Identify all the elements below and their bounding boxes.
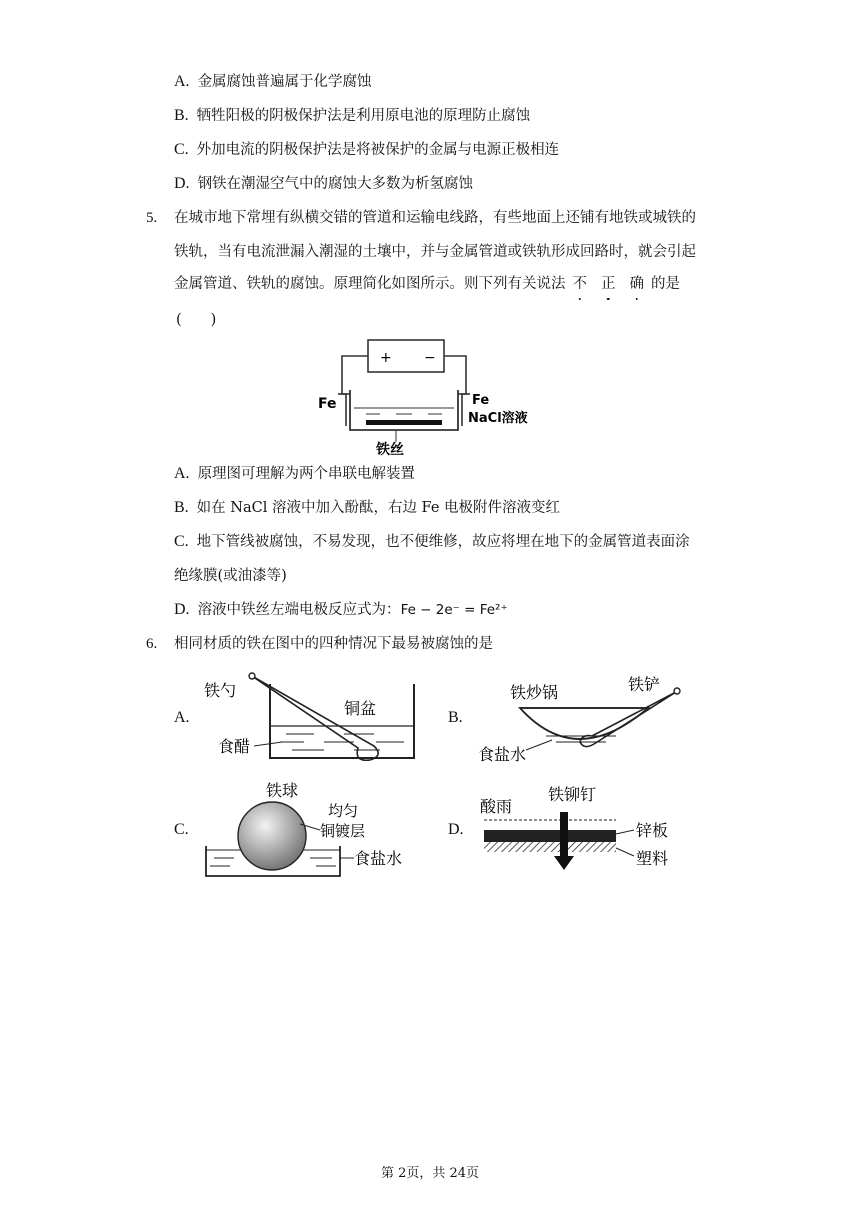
label-iron-spoon: 铁勺: [204, 681, 237, 700]
iron-wire-label: 铁丝: [376, 442, 404, 458]
q6-number: 6.: [146, 636, 158, 652]
label-copper-plating: 铜镀层: [320, 822, 366, 840]
option-text: 如在 NaCl 溶液中加入酚酞，右边 Fe 电极附件溶液变红: [196, 500, 561, 516]
q5-stem-line3: [174, 274, 680, 294]
label-uniform: 均匀: [328, 802, 359, 820]
wire-left: [342, 356, 368, 426]
option-text: 绝缘膜(或油漆等): [174, 568, 287, 584]
figure-b: [476, 670, 700, 770]
q5-option-c-cont: [174, 566, 287, 586]
wire-right: [444, 356, 466, 426]
figure-d: [476, 778, 702, 878]
electrolysis-figure: [316, 338, 548, 460]
option-text: 金属腐蚀普遍属于化学腐蚀: [197, 74, 372, 90]
emphasis-char: 正: [601, 276, 616, 292]
option-letter: B.: [174, 107, 189, 124]
label-acid-rain: 酸雨: [480, 797, 513, 816]
page-footer: 第 2页，共 24页: [380, 1166, 480, 1181]
emphasis-char: 确: [629, 276, 644, 292]
q4-option-a: [174, 72, 372, 92]
option-text: 溶液中铁丝左端电极反应式为：: [197, 602, 401, 618]
option-letter: C.: [174, 533, 189, 550]
minus-sign: −: [424, 350, 436, 366]
nacl-label: NaCl溶液: [468, 411, 528, 426]
iron-wok: [520, 708, 648, 739]
plastic: [484, 842, 616, 852]
fe-left-label: Fe: [318, 396, 337, 412]
q5-option-a: [174, 464, 415, 484]
option-letter: B.: [174, 499, 189, 516]
q5-answer-paren: ( ): [176, 312, 217, 328]
option-letter: C.: [174, 141, 189, 158]
option-letter: D.: [174, 601, 190, 618]
option-text: 钢铁在潮湿空气中的腐蚀大多数为析氢腐蚀: [197, 176, 474, 192]
iron-ball: [238, 802, 306, 870]
q6-stem: 相同材质的铁在图中的四种情况下最易被腐蚀的是: [174, 636, 493, 652]
formula: Fe − 2e⁻ = Fe²⁺: [400, 602, 508, 618]
q5-number: 5.: [146, 210, 158, 226]
label-vinegar: 食醋: [218, 737, 251, 756]
option-text: 原理图可理解为两个串联电解装置: [197, 466, 416, 482]
label-copper-basin: 铜盆: [344, 699, 377, 718]
label-zinc-plate: 锌板: [636, 821, 669, 840]
label-salt-water: 食盐水: [478, 745, 527, 764]
q5-stem-line3-post: 的是: [651, 276, 680, 292]
iron-rivet: [560, 812, 568, 856]
q5-option-b: [174, 498, 560, 518]
q4-option-b: [174, 106, 530, 126]
q6-option-d-letter: D.: [448, 821, 464, 838]
q6-option-b-letter: B.: [448, 709, 463, 726]
emphasis-char: 不: [572, 276, 587, 292]
q5-option-d: [174, 600, 508, 620]
q5-option-c: [174, 532, 690, 552]
option-letter: A.: [174, 73, 190, 90]
copper-basin: [270, 684, 414, 758]
fe-right-label: Fe: [472, 393, 490, 408]
label-iron-spatula: 铁铲: [628, 675, 661, 694]
label-iron-rivet: 铁铆钉: [548, 785, 597, 804]
label-iron-wok: 铁炒锅: [510, 683, 559, 702]
q6-option-c-letter: C.: [174, 821, 189, 838]
option-letter: A.: [174, 465, 190, 482]
option-letter: D.: [174, 175, 190, 192]
option-text: 地下管线被腐蚀，不易发现，也不便维修，故应将埋在地下的金属管道表面涂: [196, 534, 690, 550]
plus-sign: +: [380, 350, 392, 366]
option-text: 牺牲阳极的阴极保护法是利用原电池的原理防止腐蚀: [196, 108, 531, 124]
q5-stem-line1: 在城市地下常埋有纵横交错的管道和运输电线路，有些地面上还铺有地铁或城铁的: [174, 210, 696, 226]
figure-c: [204, 778, 430, 882]
figure-a: [204, 670, 426, 770]
q4-option-c: [174, 140, 559, 160]
zinc-plate: [484, 830, 616, 842]
label-salt-water: 食盐水: [354, 849, 403, 868]
q5-stem-line2: 铁轨，当有电流泄漏入潮湿的土壤中，并与金属管道或铁轨形成回路时，就会引起: [174, 244, 696, 260]
q4-option-d: [174, 174, 473, 194]
iron-wire: [366, 420, 442, 425]
label-iron-ball: 铁球: [266, 781, 299, 800]
option-text: 外加电流的阴极保护法是将被保护的金属与电源正极相连: [196, 142, 560, 158]
label-plastic: 塑料: [636, 849, 669, 868]
q5-stem-line3-pre: 金属管道、铁轨的腐蚀。原理简化如图所示。则下列有关说法: [174, 276, 566, 292]
q6-option-a-letter: A.: [174, 709, 190, 726]
